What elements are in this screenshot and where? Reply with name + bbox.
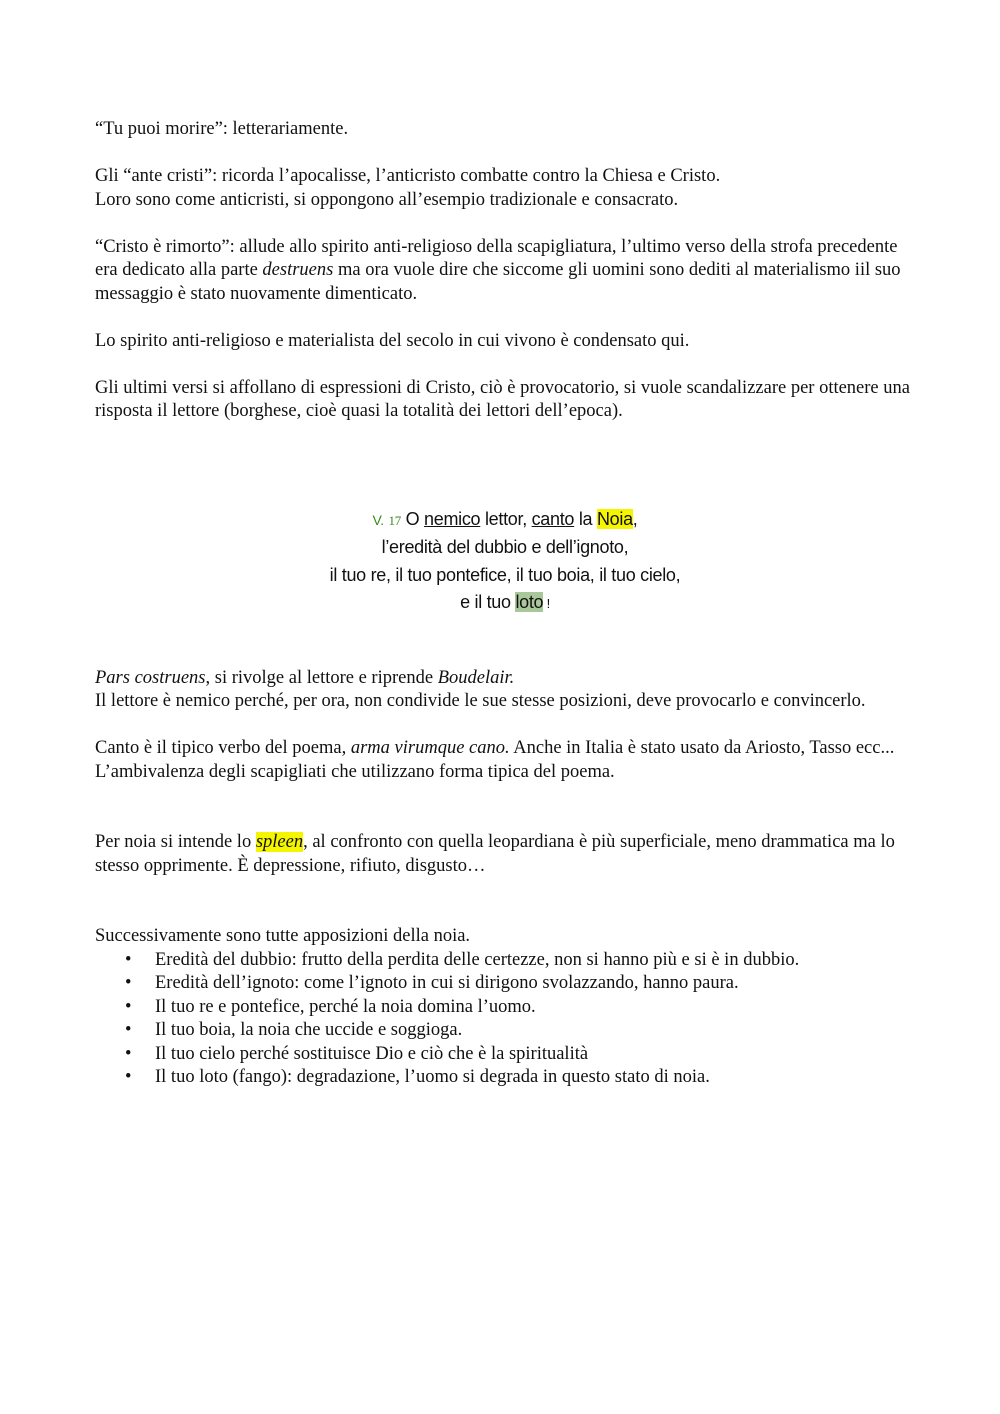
paragraph-ante-cristi: Gli “ante cristi”: ricorda l’apocalisse, l’anticristo combatte contro la Chiesa e Cristo. <box>95 166 721 186</box>
text-segment: “Cristo è rimorto”: allude allo spirito anti-religioso della scapigliatura, l’ultimo verso della strofa precedente era dedicato alla parte <box>95 236 898 280</box>
list-item-text: Il tuo re e pontefice, perché la noia domina l’uomo. <box>155 996 536 1017</box>
word-canto: canto <box>531 508 575 529</box>
list-item-text: Il tuo cielo perché sostituisce Dio e ciò che è la spiritualità <box>155 1043 589 1064</box>
paragraph-ambivalenza: L’ambivalenza degli scapigliati che utilizzano forma tipica del poema. <box>95 761 615 782</box>
bullet-list <box>95 949 915 1090</box>
poem-text: , <box>632 508 638 529</box>
document-page <box>95 118 915 1090</box>
text-segment: , al confronto con quella leopardiana è più superficiale, meno drammatica ma lo stesso opprimente. È depressione, rifiuto, disgusto… <box>95 832 895 876</box>
italic-destruens: destruens <box>262 260 334 280</box>
text-segment: , si rivolge al lettore e riprende <box>205 667 438 688</box>
poem-line-4 <box>95 589 915 618</box>
paragraph-apposizioni: Successivamente sono tutte apposizioni della noia. <box>95 926 471 946</box>
paragraph-lettore-nemico: Il lettore è nemico perché, per ora, non condivide le sue stesse posizioni, deve provocarlo e convincerlo. <box>95 691 866 711</box>
paragraph-tu-puoi-morire: “Tu puoi morire”: letterariamente. <box>95 119 349 139</box>
poem-text: e il tuo <box>460 592 516 612</box>
list-item-text: Eredità dell’ignoto: come l’ignoto in cui si dirigono svolazzando, hanno paura. <box>155 973 739 993</box>
bullet-icon: • <box>125 1043 132 1064</box>
poem-line-2: l’eredità del dubbio e dell’ignoto, <box>381 537 629 557</box>
verse-label: V. <box>372 511 384 528</box>
bullet-icon: • <box>125 973 132 993</box>
word-loto-highlight: loto <box>515 592 544 612</box>
word-nemico: nemico <box>424 508 481 529</box>
list-item <box>95 996 915 1020</box>
list-item <box>95 1043 915 1067</box>
list-item-text: Il tuo boia, la noia che uccide e soggioga. <box>155 1020 463 1040</box>
italic-spleen-highlight: spleen <box>255 832 304 852</box>
verse-number: 17 <box>388 512 401 528</box>
word-noia-highlight: Noia <box>596 508 633 529</box>
poem-block <box>95 506 915 618</box>
bullet-icon: • <box>125 1020 132 1040</box>
bullet-icon: • <box>125 1067 132 1087</box>
list-item <box>95 1019 915 1043</box>
list-item-text: Il tuo loto (fango): degradazione, l’uomo si degrada in questo stato di noia. <box>155 1067 710 1087</box>
paragraph-cristo-rimorto <box>95 236 915 307</box>
list-item <box>95 949 915 973</box>
list-item <box>95 972 915 996</box>
poem-text: la <box>574 508 597 529</box>
paragraph-noia-spleen <box>95 831 915 878</box>
poem-text: ! <box>543 596 550 611</box>
poem-text: lettor, <box>480 508 532 529</box>
list-item <box>95 1066 915 1090</box>
paragraph-anticristi: Loro sono come anticristi, si oppongono all’esempio tradizionale e consacrato. <box>95 189 679 210</box>
text-segment: Canto è il tipico verbo del poema, <box>95 738 351 758</box>
list-item-text: Eredità del dubbio: frutto della perdita delle certezze, non si hanno più e si è in dubbio. <box>155 949 800 970</box>
bullet-icon: • <box>125 996 132 1017</box>
paragraph-ultimi-versi: Gli ultimi versi si affollano di espressioni di Cristo, ciò è provocatorio, si vuole scandalizzare per ottenere una risposta il lettore (borghese, cioè quasi la totalità dei lettori dell’epoca). <box>95 377 910 421</box>
paragraph-canto <box>95 737 915 761</box>
poem-text: O <box>405 508 425 529</box>
text-segment: ma ora vuole dire che siccome gli uomini sono dediti al materialismo iil suo messaggio è stato nuovamente dimenticato. <box>95 260 901 304</box>
text-segment: Per noia si intende lo <box>95 832 256 852</box>
paragraph-pars-costruens <box>95 667 915 691</box>
poem-line-3: il tuo re, il tuo pontefice, il tuo boia, il tuo cielo, <box>329 564 681 585</box>
italic-boudelair: Boudelair. <box>437 667 515 688</box>
bullet-icon: • <box>125 949 132 970</box>
poem-line-1 <box>95 506 915 535</box>
italic-pars-costruens: Pars costruens <box>95 667 206 688</box>
text-segment: Anche in Italia è stato usato da Ariosto, Tasso ecc... <box>509 738 895 758</box>
italic-arma-virumque: arma virumque cano. <box>350 738 510 758</box>
paragraph-spirito-anti-religioso: Lo spirito anti-religioso e materialista del secolo in cui vivono è condensato qui. <box>95 330 690 351</box>
